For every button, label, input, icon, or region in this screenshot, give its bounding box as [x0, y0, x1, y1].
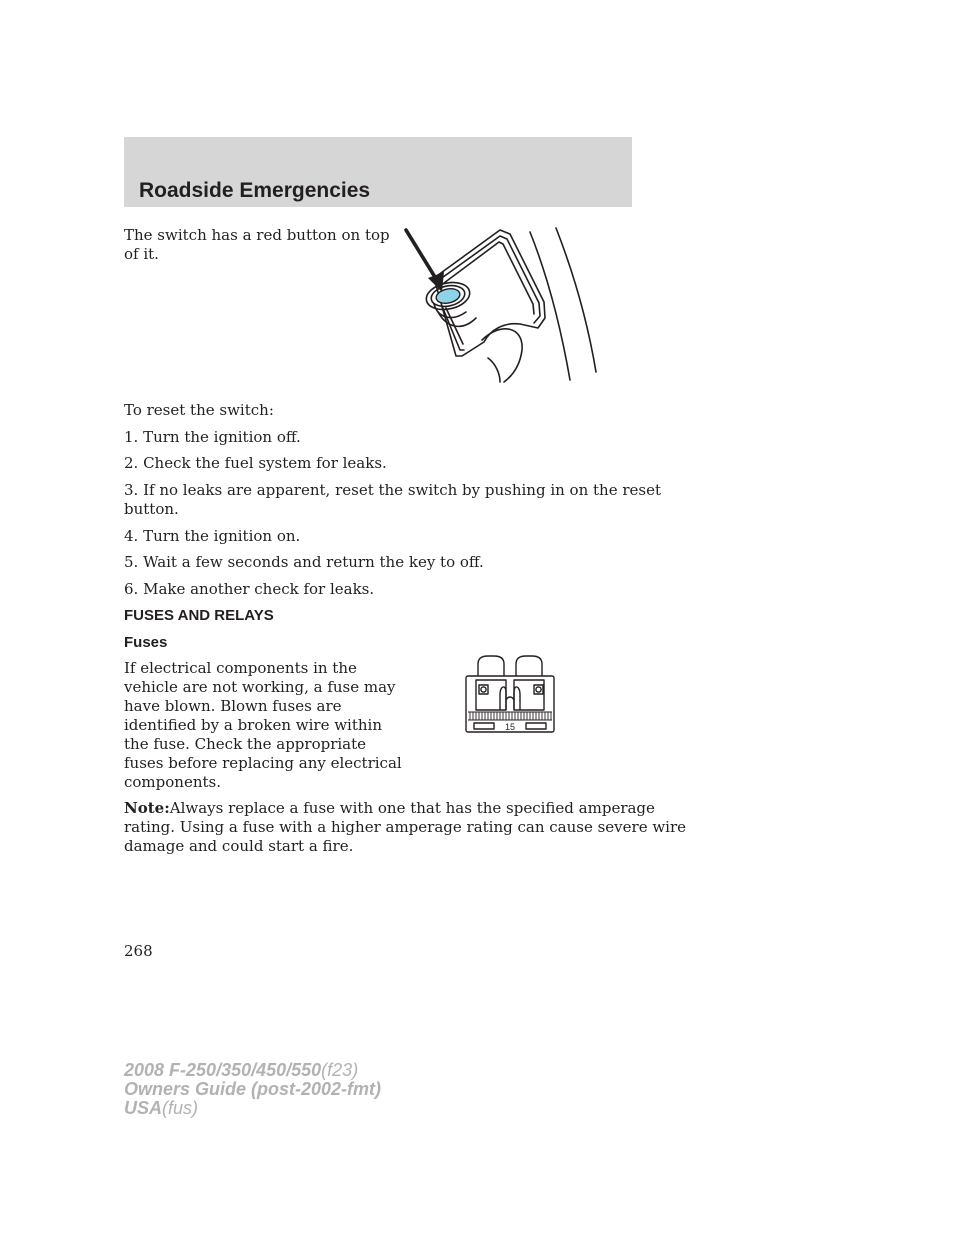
footer-market-code: (fus) [162, 1098, 199, 1118]
intro-line-2: of it. [124, 245, 159, 263]
footer-market: USA [124, 1098, 163, 1118]
document-footer [124, 1061, 381, 1118]
reset-step-3-cont: button. [124, 500, 179, 518]
page-number: 268 [124, 942, 153, 960]
footer-line-1 [124, 1061, 381, 1080]
reset-step-3: 3. If no leaks are apparent, reset the switch by pushing in on the reset [124, 481, 661, 499]
intro-line-1: The switch has a red button on top [124, 226, 390, 244]
reset-step-1: 1. Turn the ignition off. [124, 428, 301, 446]
footer-guide: Owners Guide (post-2002-fmt) [124, 1079, 382, 1099]
note-text-1: Always replace a fuse with one that has the specified amperage [169, 799, 655, 817]
section-title: Roadside Emergencies [139, 179, 371, 202]
fuses-body-line-7: components. [124, 773, 221, 791]
fuses-subheading: Fuses [124, 634, 168, 651]
footer-line-2 [124, 1080, 381, 1099]
footer-line-3 [124, 1099, 381, 1118]
note-line-2: rating. Using a fuse with a higher amperage rating can cause severe wire [124, 818, 687, 836]
fuses-body-line-2: vehicle are not working, a fuse may [124, 678, 396, 696]
footer-model: 2008 F-250/350/450/550 [124, 1060, 322, 1080]
reset-step-5: 5. Wait a few seconds and return the key to off. [124, 553, 484, 571]
note-label: Note: [124, 799, 170, 817]
footer-model-code: (f23) [321, 1060, 359, 1080]
reset-step-4: 4. Turn the ignition on. [124, 527, 301, 545]
fuses-body-line-3: have blown. Blown fuses are [124, 697, 342, 715]
fuel-shutoff-switch-illustration [404, 226, 610, 384]
reset-heading: To reset the switch: [124, 401, 274, 419]
fuses-body-line-1: If electrical components in the [124, 659, 357, 677]
fuses-body-line-5: the fuse. Check the appropriate [124, 735, 367, 753]
blade-fuse-illustration [462, 654, 558, 736]
note-line-3: damage and could start a fire. [124, 837, 354, 855]
fuses-body-line-6: fuses before replacing any electrical [124, 754, 402, 772]
reset-step-6: 6. Make another check for leaks. [124, 580, 375, 598]
fuse-rating-label: 15 [504, 722, 516, 732]
fuses-relays-heading: FUSES AND RELAYS [124, 607, 274, 624]
reset-step-2: 2. Check the fuel system for leaks. [124, 454, 387, 472]
fuses-body-line-4: identified by a broken wire within [124, 716, 383, 734]
note-line-1 [124, 799, 655, 818]
section-header-band [124, 137, 632, 207]
